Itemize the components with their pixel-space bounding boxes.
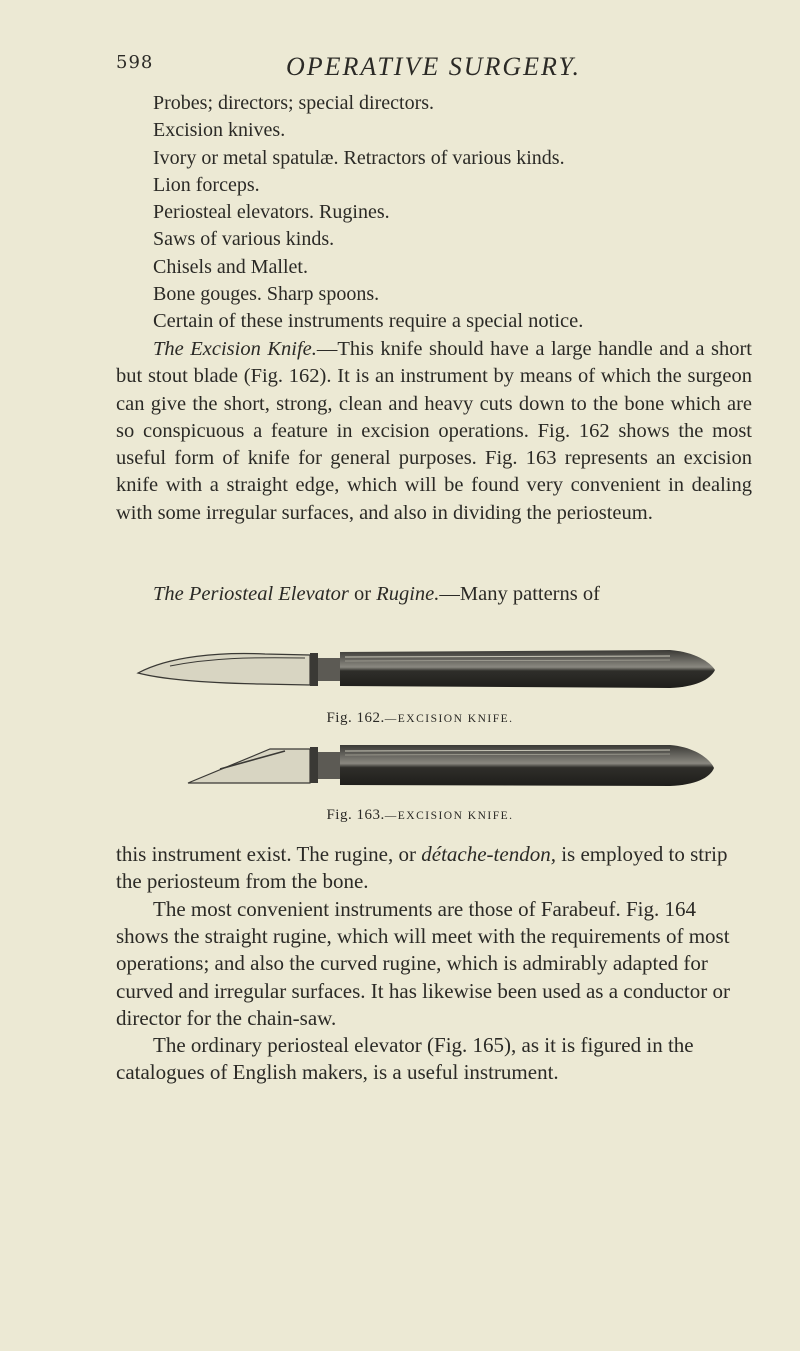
list-item: Bone gouges. Sharp spoons. [153,283,380,306]
periosteal-elevator-heading: The Periosteal Elevator [153,583,349,605]
figure-title: —EXCISION KNIFE. [384,810,514,822]
list-item: Probes; directors; special directors. [153,92,435,114]
figure-162-caption [110,710,730,727]
rugine-paragraph [116,841,752,895]
figure-163 [110,735,730,824]
figure-number: Fig. 162. [326,710,385,726]
elevator-paragraph-start [116,581,752,608]
figure-162 [110,640,730,727]
figure-163-caption [110,807,730,824]
rugine-heading: Rugine. [376,583,440,605]
instrument-list [153,90,753,308]
farabeuf-text: The most convenient instruments are those of Farabeuf. Fig. 164 shows the straight rugine, which will meet with the requirements of most operations; and also the curved rugine, which is admirably adapted for curved and irregular surfaces. It has likewise been used as a conductor or director for the chain-saw. [116,897,731,1030]
rugine-text-b: is employed to strip the periosteum from the bone. [116,842,728,894]
intro-text: Certain of these instruments require a special notice. [153,310,584,332]
intro-paragraph [116,308,752,335]
figure-number: Fig. 163. [326,807,385,823]
list-item: Ivory or metal spatulæ. Retractors of various kinds. [153,146,565,169]
detache-tendon-term: détache-tendon, [421,842,556,866]
excision-knife-heading: The Excision Knife. [153,338,317,360]
excision-knife-text: —This knife should have a large handle and a short but stout blade (Fig. 162). It is an instrument by means of which the surgeon can give the short, strong, clean and heavy cuts down to the bone which are so conspicuous a feature in excision operations. Fig. 162 shows the most useful form of knife for general purposes. Fig. 163 represents an excision knife with a straight edge, which will be found very convenient in dealing with some irregular surfaces, and also in dividing the periosteum. [116,338,752,524]
farabeuf-paragraph [116,896,752,1032]
rugine-text-a: this instrument exist. The rugine, or [116,842,422,866]
list-item: Excision knives. [153,119,286,142]
list-item: Chisels and Mallet. [153,255,308,278]
elevator-or: or [348,583,377,605]
page-header [116,52,756,82]
figure-title: —EXCISION KNIFE. [384,713,514,725]
ordinary-elevator-text: The ordinary periosteal elevator (Fig. 165), as it is figured in the catalogues of English makers, is a useful instrument. [116,1033,694,1085]
ordinary-elevator-paragraph [116,1032,752,1086]
page-number: 598 [116,52,154,73]
straight-edge-knife-illustration [110,735,730,797]
list-item: Periosteal elevators. Rugines. [153,201,390,224]
excision-knife-paragraph [116,336,752,527]
excision-knife-illustration [110,640,730,700]
running-title: OPERATIVE SURGERY. [286,52,582,81]
list-item: Saws of various kinds. [153,228,335,251]
elevator-text: —Many patterns of [439,583,600,605]
list-item: Lion forceps. [153,173,260,196]
